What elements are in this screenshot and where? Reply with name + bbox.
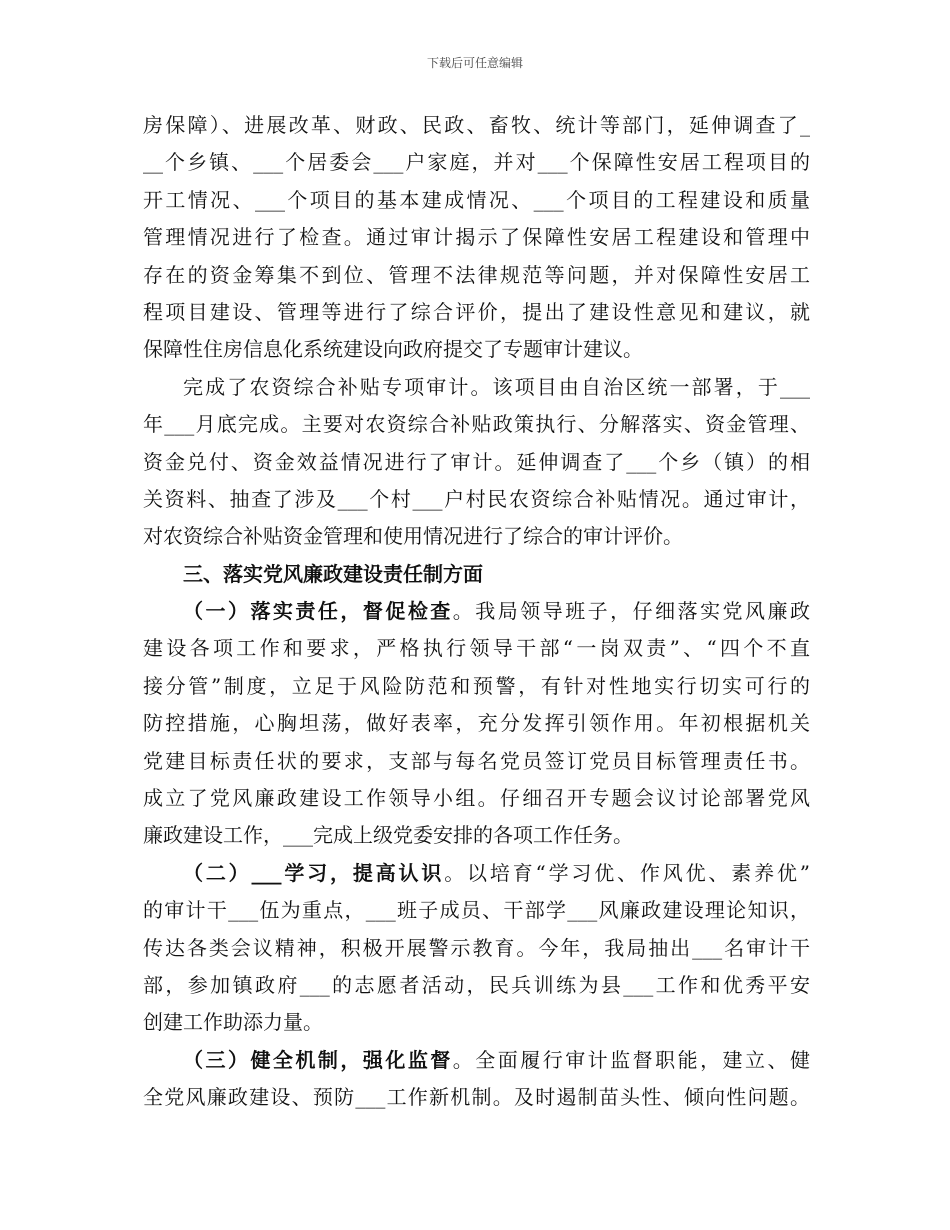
text-line: 完成了农资综合补贴专项审计。该项目由自治区统一部署，于___ bbox=[183, 374, 810, 399]
text-line: 廉政建设工作，___完成上级党委安排的各项工作任务。 bbox=[143, 823, 633, 848]
text-line: 部，参加镇政府___的志愿者活动，民兵训练为县___工作和优秀平安 bbox=[143, 972, 810, 997]
section-heading: （一）落实责任，督促检查 bbox=[183, 599, 453, 624]
page-header: 下载后可任意编辑 bbox=[426, 56, 523, 70]
text-line: 全党风廉政建设、预防___工作新机制。及时遏制苗头性、倾向性问题。 bbox=[143, 1085, 810, 1110]
text-line: 管理情况进行了检查。通过审计揭示了保障性安居工程建设和管理中 bbox=[143, 225, 810, 250]
text-line: __个乡镇、___个居委会___户家庭，并对___个保障性安居工程项目的 bbox=[143, 150, 810, 175]
text-line: 保障性住房信息化系统建设向政府提交了专题审计建议。 bbox=[143, 337, 643, 362]
text-line: 关资料、抽查了涉及___个村___户村民农资综合补贴情况。通过审计， bbox=[143, 486, 810, 511]
text-line: 创建工作助添力量。 bbox=[143, 1010, 323, 1035]
text-line: 成立了党风廉政建设工作领导小组。仔细召开专题会议讨论部署党风 bbox=[143, 786, 810, 811]
text-line bbox=[143, 593, 810, 630]
text-line: 年___月底完成。主要对农资综合补贴政策执行、分解落实、资金管理、 bbox=[143, 412, 810, 437]
section-text: 。我局领导班子，仔细落实党风廉政 bbox=[452, 599, 811, 624]
section-heading: （三）健全机制，强化监督 bbox=[183, 1047, 453, 1072]
text-line: 开工情况、___个项目的基本建成情况、___个项目的工程建设和质量 bbox=[143, 187, 810, 212]
text-line: 三、落实党风廉政建设责任制方面 bbox=[183, 561, 483, 586]
text-line: 接分管”制度，立足于风险防范和预警，有针对性地实行切实可行的 bbox=[143, 673, 810, 698]
text-line: 建设各项工作和要求，严格执行领导干部“一岗双责”、“四个不直 bbox=[143, 636, 810, 661]
text-line: 的审计干___伍为重点，___班子成员、干部学___风廉政建设理论知识， bbox=[143, 898, 810, 923]
text-line: 存在的资金筹集不到位、管理不法律规范等问题，并对保障性安居工 bbox=[143, 262, 810, 287]
text-line: 房保障）、进展改革、财政、民政、畜牧、统计等部门，延伸调查了_ bbox=[143, 113, 810, 137]
text-line: 程项目建设、管理等进行了综合评价，提出了建设性意见和建议，就 bbox=[143, 299, 810, 324]
section-text: 。以培育“学习优、作风优、素养优” bbox=[444, 860, 810, 885]
section-heading: （二）___学习，提高认识 bbox=[183, 860, 445, 885]
text-line bbox=[143, 1042, 810, 1079]
text-line: 党建目标责任状的要求，支部与每名党员签订党员目标管理责任书。 bbox=[143, 748, 810, 773]
text-line: 防控措施，心胸坦荡，做好表率，充分发挥引领作用。年初根据机关 bbox=[143, 711, 810, 736]
text-line bbox=[143, 855, 810, 892]
text-line: 对农资综合补贴资金管理和使用情况进行了综合的审计评价。 bbox=[143, 524, 683, 549]
text-line: 传达各类会议精神，积极开展警示教育。今年，我局抽出___名审计干 bbox=[143, 935, 810, 960]
text-line: 资金兑付、资金效益情况进行了审计。延伸调查了___个乡（镇）的相 bbox=[143, 449, 810, 474]
document-body bbox=[143, 107, 810, 1117]
section-text: 。全面履行审计监督职能，建立、健 bbox=[452, 1047, 811, 1072]
